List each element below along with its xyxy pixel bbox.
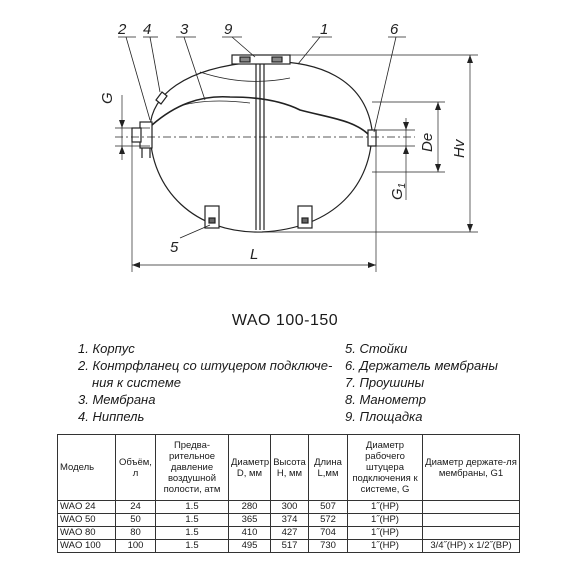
cell: 80 — [116, 527, 156, 540]
table-row — [58, 514, 520, 527]
cell: WAO 50 — [58, 514, 116, 527]
legend-item: 1. Корпус — [78, 341, 135, 356]
table-header-row — [58, 435, 520, 501]
cell — [423, 501, 520, 514]
legend-right — [345, 340, 498, 425]
cell: 280 — [229, 501, 271, 514]
cell: 3/4˝(НР) x 1/2˝(ВР) — [423, 540, 520, 553]
cell: 495 — [229, 540, 271, 553]
cell: 50 — [116, 514, 156, 527]
cell: 1.5 — [156, 501, 229, 514]
col-header: Диаметр держате-ля мембраны, G1 — [423, 435, 520, 501]
table-row — [58, 501, 520, 514]
legend-item: 7. Проушины — [345, 375, 425, 390]
dim-g1-label: $G_1$ — [389, 182, 408, 200]
page-title: WAO 100-150 — [231, 312, 339, 329]
callout-4: 4 — [143, 21, 152, 38]
cell: 1˝(НР) — [348, 540, 423, 553]
cell: WAO 100 — [58, 540, 116, 553]
callout-2: 2 — [118, 21, 127, 38]
col-header: Диаметр D, мм — [229, 435, 271, 501]
dim-g-label: G — [99, 92, 116, 104]
dim-hv-label: Hv — [451, 139, 468, 158]
legend-item: 5. Стойки — [345, 341, 408, 356]
cell: 1.5 — [156, 527, 229, 540]
cell — [423, 527, 520, 540]
callout-5: 5 — [170, 239, 179, 256]
cell: 507 — [309, 501, 348, 514]
legend-item: 6. Держатель мембраны — [345, 358, 498, 373]
cell: 24 — [116, 501, 156, 514]
cell — [423, 514, 520, 527]
cell: 1˝(НР) — [348, 501, 423, 514]
col-header: Диаметр рабочего штуцера подключения к системе, G — [348, 435, 423, 501]
counter-flange — [140, 122, 152, 148]
cell: 730 — [309, 540, 348, 553]
table-row — [58, 527, 520, 540]
callout-9: 9 — [224, 21, 233, 38]
membrane — [152, 97, 370, 136]
cell: 410 — [229, 527, 271, 540]
col-header: Длина L,мм — [309, 435, 348, 501]
cell: 365 — [229, 514, 271, 527]
col-header: Предва-рительное давление воздушной полости, атм — [156, 435, 229, 501]
cell: WAO 80 — [58, 527, 116, 540]
col-header: Объём, л — [116, 435, 156, 501]
cell: 1.5 — [156, 540, 229, 553]
cell: 100 — [116, 540, 156, 553]
col-header: Высота H, мм — [271, 435, 309, 501]
legend-item: 2. Контрфланец со штуцером подключе- — [78, 358, 333, 373]
cell: 1.5 — [156, 514, 229, 527]
spec-table — [57, 434, 520, 553]
callout-3: 3 — [180, 21, 189, 38]
cell: 374 — [271, 514, 309, 527]
dim-de-label: De — [419, 132, 436, 152]
membrane-holder — [368, 130, 376, 146]
legend-item: 3. Мембрана — [78, 392, 156, 407]
foot-left — [205, 206, 219, 228]
cell: 427 — [271, 527, 309, 540]
cell: 1˝(НР) — [348, 527, 423, 540]
cell: 517 — [271, 540, 309, 553]
cell: 704 — [309, 527, 348, 540]
legend-item: 9. Площадка — [345, 409, 423, 424]
callout-1: 1 — [320, 21, 329, 38]
cell: 1˝(НР) — [348, 514, 423, 527]
tank-body — [150, 62, 372, 233]
legend-item: 4. Ниппель — [78, 409, 145, 424]
legend-item: 8. Манометр — [345, 392, 426, 407]
cell: 572 — [309, 514, 348, 527]
cell: WAO 24 — [58, 501, 116, 514]
cell: 300 — [271, 501, 309, 514]
foot-right — [298, 206, 312, 228]
legend-item: ния к системе — [92, 375, 181, 390]
col-header: Модель — [58, 435, 116, 501]
table-row — [58, 540, 520, 553]
legend-left — [78, 340, 332, 425]
dim-l-label: L — [250, 246, 259, 263]
callout-6: 6 — [390, 21, 399, 38]
